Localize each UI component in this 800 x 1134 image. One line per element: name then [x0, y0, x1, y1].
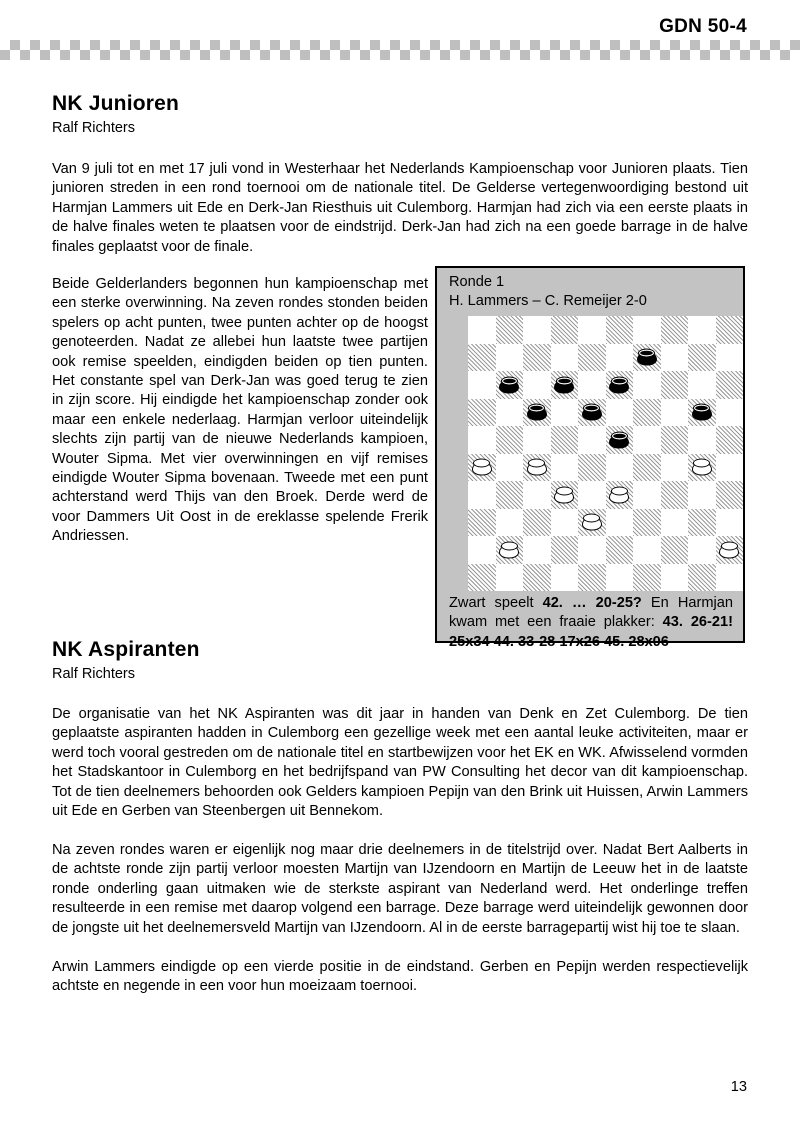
board-square-light: [606, 564, 634, 592]
board-square-light: [661, 509, 689, 537]
board-square-dark: [551, 371, 579, 399]
board-square-dark: [496, 536, 524, 564]
board-square-dark: [578, 564, 606, 592]
board-square-light: [606, 344, 634, 372]
board-square-dark: [633, 564, 661, 592]
board-square-dark: [716, 371, 744, 399]
board-square-dark: [688, 509, 716, 537]
board-square-dark: [661, 371, 689, 399]
board-square-dark: [606, 481, 634, 509]
board-square-light: [633, 481, 661, 509]
board-square-light: [688, 536, 716, 564]
board-square-light: [578, 426, 606, 454]
board-square-dark: [633, 344, 661, 372]
board-square-light: [661, 399, 689, 427]
board-square-light: [496, 399, 524, 427]
board-square-dark: [578, 399, 606, 427]
board-square-dark: [633, 399, 661, 427]
board-square-dark: [578, 344, 606, 372]
board-square-dark: [551, 536, 579, 564]
board-square-dark: [606, 536, 634, 564]
board-square-dark: [551, 316, 579, 344]
board-square-light: [633, 316, 661, 344]
board-square-dark: [523, 399, 551, 427]
board-square-light: [551, 454, 579, 482]
board-square-light: [496, 564, 524, 592]
board-square-light: [661, 344, 689, 372]
board-square-dark: [688, 399, 716, 427]
board-square-light: [468, 536, 496, 564]
board-square-light: [523, 426, 551, 454]
white-piece: [527, 459, 547, 476]
board-square-dark: [496, 426, 524, 454]
board-square-dark: [661, 426, 689, 454]
paragraph-aspiranten-3: Arwin Lammers eindigde op een vierde positie in de eindstand. Gerben en Pepijn werden respectievelijk achtste en negende in een voor hun moeizaam toernooi.: [52, 959, 748, 995]
caption-move-notation: 42. … 20-25?: [542, 595, 642, 611]
board-square-light: [468, 426, 496, 454]
board-square-light: [496, 344, 524, 372]
board-square-dark: [661, 316, 689, 344]
white-piece: [582, 514, 602, 531]
paragraph-aspiranten-2: Na zeven rondes waren er eigenlijk nog maar drie deelnemers in de titelstrijd over. Nadat Bert Aalberts in de achtste ronde zijn partij verloor moesten Martijn van IJzendoorn en Martijn de Leeuw het in de laatste ronde onderling gaan uitmaken wie de sterkste aspirant van Nederland werd. Het onderlinge treffen resulteerde in een remise met daarop volgend een barrage. Deze barrage werd uiteindelijk gewonnen door de jongste uit het deelnemersveld Martijn van IJzendoorn. Al in de eerste barragepartij wist hij toe te slaan.: [52, 842, 748, 936]
board-square-light: [523, 316, 551, 344]
board-square-light: [551, 509, 579, 537]
board-square-light: [468, 316, 496, 344]
board-square-light: [606, 509, 634, 537]
board-square-dark: [633, 454, 661, 482]
board-square-dark: [523, 564, 551, 592]
paragraph-junioren-intro: Van 9 juli tot en met 17 juli vond in Westerhaar het Nederlands Kampioenschap voor Junioren plaats. Tien junioren streden in een rond toernooi om de nationale titel. De Gelderse vertegenwoordiging bestond uit Harmjan Lammers uit Ede en Derk-Jan Riesthuis uit Culemborg. Harmjan had zich via een eerste plaats in de halve finales weten te plaatsen voor de eindstrijd. Derk-Jan had zich na een goede barrage in de halve finales geplaatst voor de finale.: [52, 161, 748, 255]
section-title-nk-aspiranten: NK Aspiranten: [52, 638, 200, 661]
draughts-board-grid: [468, 316, 743, 591]
game-diagram-box: [435, 266, 745, 650]
board-square-dark: [496, 316, 524, 344]
black-piece: [582, 404, 602, 421]
board-square-light: [633, 536, 661, 564]
board-square-dark: [606, 371, 634, 399]
board-square-light: [688, 481, 716, 509]
board-square-dark: [468, 399, 496, 427]
diagram-header: [449, 273, 647, 312]
board-square-dark: [688, 564, 716, 592]
board-square-light: [716, 564, 744, 592]
board-square-dark: [578, 454, 606, 482]
paragraph-junioren-body: Beide Gelderlanders begonnen hun kampioenschap met een sterke overwinning. Na zeven rondes stonden beiden spelers op acht punten, twee punten achter op de hoogst genoteerden. Nadat ze allebei hun laatste twee partijen ook remise speelden, eindigden beiden op tien punten. Het constante spel van Derk-Jan was goed terug te zien in zijn score. Hij eindigde het kampioenschap zonder ook maar een enkele nederlaag. Harmjan verloor uiteindelijk slechts zijn partij van de nieuwe Nederlands kampioen, Wouter Sipma. Met vier overwinningen en vijf remises eindigde Wouter Sipma bovenaan. Tweede met een punt achterstand werd Thijs van den Broek. Derde werd de voor Dammers Uit Oost in de ereklasse spelende Frerik Andriessen.: [52, 276, 428, 545]
white-piece: [719, 541, 739, 558]
board-square-light: [578, 371, 606, 399]
paragraph-aspiranten-1: De organisatie van het NK Aspiranten was dit jaar in handen van Denk en Zet Culemborg. De tien geplaatste aspiranten hadden in Culemborg een gezellige week met een aantal leuke activiteiten, maar er werd toch vooral gestreden om de nationale titel en startbewijzen voor het EK en WK. Afwisselend vormden het Stadskantoor in Culemborg en het bedrijfspand van PW Consulting het decor van dit kampioenschap. Tot de tien deelnemers behoorden ook Gelders kampioen Pepijn van den Brink uit Huissen, Arwin Lammers uit Ede en Gerben van Steenbergen uit Bennekom.: [52, 706, 748, 820]
board-square-light: [688, 371, 716, 399]
board-square-dark: [468, 509, 496, 537]
board-square-dark: [633, 509, 661, 537]
board-square-dark: [688, 344, 716, 372]
diagram-round-label: Ronde 1: [449, 274, 505, 290]
board-square-light: [606, 399, 634, 427]
board-square-dark: [716, 536, 744, 564]
board-square-light: [496, 509, 524, 537]
board-square-light: [716, 509, 744, 537]
black-piece: [692, 404, 712, 421]
board-square-dark: [716, 316, 744, 344]
board-square-light: [716, 344, 744, 372]
board-square-light: [578, 316, 606, 344]
diagram-caption: [449, 594, 733, 652]
board-square-dark: [468, 344, 496, 372]
board-square-dark: [523, 344, 551, 372]
board-square-light: [468, 371, 496, 399]
board-square-dark: [578, 509, 606, 537]
board-square-light: [606, 454, 634, 482]
page-number: 13: [730, 1079, 747, 1095]
header-title: GDN 50-4: [659, 16, 747, 37]
board-square-light: [633, 371, 661, 399]
section-author-nk-junioren: Ralf Richters: [52, 120, 135, 136]
board-square-dark: [606, 426, 634, 454]
board-square-light: [551, 344, 579, 372]
header-checker-band: [0, 40, 800, 60]
board-square-dark: [716, 426, 744, 454]
black-piece: [554, 376, 574, 393]
board-square-dark: [468, 564, 496, 592]
black-piece: [499, 376, 519, 393]
board-square-dark: [496, 481, 524, 509]
board-square-light: [523, 536, 551, 564]
board-square-dark: [716, 481, 744, 509]
board-square-light: [578, 481, 606, 509]
board-square-dark: [661, 536, 689, 564]
board-square-light: [688, 426, 716, 454]
board-square-light: [633, 426, 661, 454]
board-square-dark: [523, 509, 551, 537]
board-square-light: [468, 481, 496, 509]
board-square-light: [578, 536, 606, 564]
white-piece: [472, 459, 492, 476]
board-square-light: [523, 481, 551, 509]
board-square-light: [688, 316, 716, 344]
white-piece: [692, 459, 712, 476]
board-square-dark: [606, 316, 634, 344]
section-author-nk-aspiranten: Ralf Richters: [52, 666, 135, 682]
board-square-dark: [661, 481, 689, 509]
board-square-dark: [551, 426, 579, 454]
board-square-light: [661, 454, 689, 482]
white-piece: [554, 486, 574, 503]
board-square-light: [523, 371, 551, 399]
board-square-light: [716, 399, 744, 427]
section-title-nk-junioren: NK Junioren: [52, 92, 180, 115]
board-square-light: [551, 399, 579, 427]
board-square-dark: [523, 454, 551, 482]
board-square-dark: [551, 481, 579, 509]
caption-text: En Harmjan kwam met een fraaie plakker:: [449, 595, 734, 631]
board-square-light: [716, 454, 744, 482]
diagram-match-label: H. Lammers – C. Remeijer 2-0: [449, 293, 647, 310]
caption-move-notation: 43. 26-21! 25x34 44. 33-28 17x26 45. 28x06: [449, 614, 733, 650]
white-piece: [609, 486, 629, 503]
white-piece: [499, 541, 519, 558]
black-piece: [637, 349, 657, 366]
board-square-light: [551, 564, 579, 592]
board-square-light: [496, 454, 524, 482]
black-piece: [527, 404, 547, 421]
board-square-dark: [688, 454, 716, 482]
board-square-light: [661, 564, 689, 592]
board-square-dark: [468, 454, 496, 482]
caption-text: Zwart speelt: [449, 595, 543, 611]
black-piece: [609, 376, 629, 393]
black-piece: [609, 431, 629, 448]
draughts-board: [468, 316, 743, 591]
board-square-dark: [496, 371, 524, 399]
